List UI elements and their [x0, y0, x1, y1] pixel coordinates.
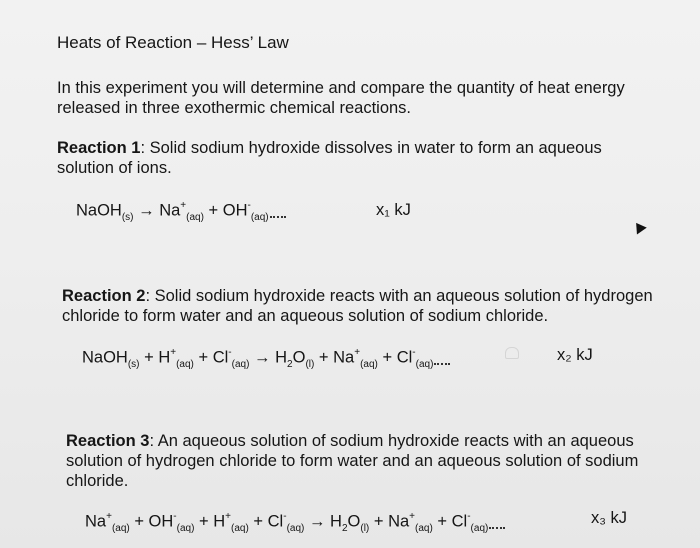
reaction2-equation: NaOH$_{(s)}$ + $H^+_{(aq)} + Cl^-_{(aq)} \to H_2O_{(l)} + Na^+_{(aq)} + Cl^-_{(aq)}$	[82, 348, 450, 370]
reaction1-desc-line-2: solution of ions.	[57, 159, 172, 177]
reaction1-label: Reaction 1	[57, 139, 141, 157]
reaction2-desc-line-1: Reaction 2: Solid sodium hydroxide reacts with an aqueous solution of hydrogen	[62, 287, 653, 305]
reaction3-desc-line-3: chloride.	[66, 472, 129, 490]
reaction3-desc-line-1: Reaction 3: An aqueous solution of sodium hydroxide reacts with an aqueous	[66, 432, 634, 450]
reaction3-label: Reaction 3	[66, 432, 150, 450]
reaction1-equation: NaOH$_{(s)}$ → $Na^+_{(aq)} + OH^-_{(aq)}$	[76, 201, 286, 223]
reaction3-enthalpy: x₃ kJ	[591, 509, 628, 527]
intro-line-1: In this experiment you will determine and compare the quantity of heat energy	[57, 79, 625, 97]
reaction2-desc-line-2: chloride to form water and an aqueous solution of sodium chloride.	[62, 307, 549, 325]
reaction2-enthalpy: x₂ kJ	[557, 346, 593, 364]
mouse-pointer-icon	[631, 219, 647, 234]
intro-line-2: released in three exothermic chemical reactions.	[57, 99, 412, 117]
reaction3-desc-line-2: solution of hydrogen chloride to form water and an aqueous solution of sodium	[66, 452, 639, 470]
reaction1-enthalpy: x₁ kJ	[376, 201, 411, 219]
reaction2-label: Reaction 2	[62, 287, 146, 305]
reaction1-desc-line-1: Reaction 1: Solid sodium hydroxide dissolves in water to form an aqueous	[57, 139, 602, 157]
reaction3-equation: $Na^+_{(aq)} + OH^-_{(aq)} + H^+_{(aq)} + Cl^-_{(aq)} \to H_2O_{(l)} + Na^+_{(aq)} + Cl^-_{(aq)}$	[85, 512, 505, 534]
page-title: Heats of Reaction – Hess’ Law	[57, 33, 289, 52]
heart-reaction-icon[interactable]	[505, 347, 519, 359]
